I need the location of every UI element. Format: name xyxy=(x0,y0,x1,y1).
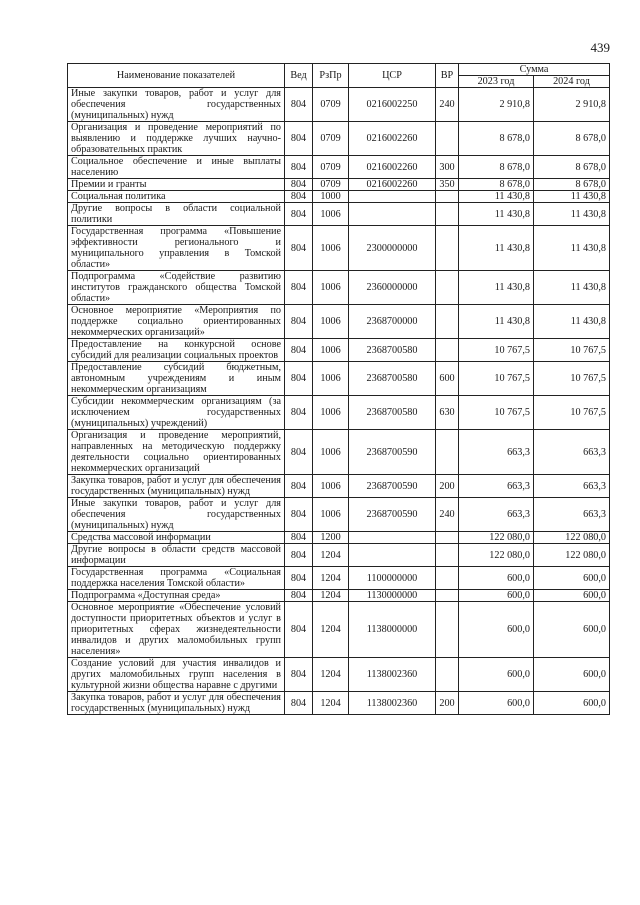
row-sum-2023: 8 678,0 xyxy=(459,156,534,179)
row-rzpr: 1204 xyxy=(313,590,349,602)
row-sum-2023: 600,0 xyxy=(459,602,534,658)
row-name: Закупка товаров, работ и услуг для обеспечения государственных (муниципальных) нужд xyxy=(68,475,285,498)
header-ved: Вед xyxy=(285,64,313,88)
table-row xyxy=(68,226,610,271)
row-csr: 1138000000 xyxy=(349,602,436,658)
row-sum-2024: 11 430,8 xyxy=(534,203,610,226)
row-vr: 350 xyxy=(436,179,459,191)
row-sum-2023: 10 767,5 xyxy=(459,339,534,362)
row-sum-2023: 600,0 xyxy=(459,590,534,602)
row-sum-2024: 11 430,8 xyxy=(534,271,610,305)
row-vr xyxy=(436,271,459,305)
row-vr xyxy=(436,590,459,602)
row-vr: 600 xyxy=(436,362,459,396)
row-ved: 804 xyxy=(285,602,313,658)
row-csr: 1138002360 xyxy=(349,658,436,692)
row-rzpr: 0709 xyxy=(313,156,349,179)
row-sum-2024: 10 767,5 xyxy=(534,396,610,430)
row-sum-2024: 8 678,0 xyxy=(534,122,610,156)
row-ved: 804 xyxy=(285,692,313,715)
row-sum-2023: 11 430,8 xyxy=(459,203,534,226)
table-row xyxy=(68,396,610,430)
row-ved: 804 xyxy=(285,179,313,191)
row-rzpr: 0709 xyxy=(313,179,349,191)
header-2023: 2023 год xyxy=(459,76,534,88)
row-ved: 804 xyxy=(285,544,313,567)
table-row xyxy=(68,658,610,692)
row-ved: 804 xyxy=(285,88,313,122)
row-rzpr: 1200 xyxy=(313,532,349,544)
table-row xyxy=(68,339,610,362)
row-rzpr: 1204 xyxy=(313,692,349,715)
row-sum-2024: 11 430,8 xyxy=(534,191,610,203)
row-csr: 0216002250 xyxy=(349,88,436,122)
row-sum-2023: 8 678,0 xyxy=(459,122,534,156)
row-vr xyxy=(436,339,459,362)
table-row xyxy=(68,602,610,658)
row-csr: 2360000000 xyxy=(349,271,436,305)
table-row xyxy=(68,362,610,396)
row-csr xyxy=(349,203,436,226)
header-rzpr: РзПр xyxy=(313,64,349,88)
table-row xyxy=(68,692,610,715)
row-sum-2023: 11 430,8 xyxy=(459,226,534,271)
row-vr xyxy=(436,122,459,156)
row-sum-2023: 663,3 xyxy=(459,430,534,475)
table-row xyxy=(68,88,610,122)
header-vr: ВР xyxy=(436,64,459,88)
table-row xyxy=(68,179,610,191)
row-csr: 1130000000 xyxy=(349,590,436,602)
row-sum-2023: 11 430,8 xyxy=(459,305,534,339)
row-vr xyxy=(436,532,459,544)
row-name: Социальное обеспечение и иные выплаты населению xyxy=(68,156,285,179)
row-sum-2024: 122 080,0 xyxy=(534,544,610,567)
row-rzpr: 1006 xyxy=(313,226,349,271)
header-name: Наименование показателей xyxy=(68,64,285,88)
row-name: Закупка товаров, работ и услуг для обеспечения государственных (муниципальных) нужд xyxy=(68,692,285,715)
row-name: Основное мероприятие «Обеспечение условий доступности приоритетных объектов и услуг в приоритетных сферах жизнедеятельности инвалидов и других маломобильных групп населения» xyxy=(68,602,285,658)
table-row xyxy=(68,430,610,475)
row-sum-2023: 122 080,0 xyxy=(459,532,534,544)
row-csr: 2368700580 xyxy=(349,396,436,430)
row-sum-2024: 122 080,0 xyxy=(534,532,610,544)
row-ved: 804 xyxy=(285,532,313,544)
row-ved: 804 xyxy=(285,475,313,498)
row-name: Создание условий для участия инвалидов и других маломобильных групп населения в культурной жизни общества наравне с другими xyxy=(68,658,285,692)
row-sum-2024: 600,0 xyxy=(534,692,610,715)
row-vr xyxy=(436,567,459,590)
row-sum-2023: 10 767,5 xyxy=(459,396,534,430)
row-csr: 2368700580 xyxy=(349,362,436,396)
row-sum-2023: 663,3 xyxy=(459,498,534,532)
table-row xyxy=(68,475,610,498)
row-csr xyxy=(349,191,436,203)
row-sum-2024: 600,0 xyxy=(534,602,610,658)
row-ved: 804 xyxy=(285,590,313,602)
row-ved: 804 xyxy=(285,567,313,590)
row-ved: 804 xyxy=(285,658,313,692)
row-ved: 804 xyxy=(285,203,313,226)
row-csr xyxy=(349,532,436,544)
row-sum-2024: 600,0 xyxy=(534,658,610,692)
row-sum-2024: 600,0 xyxy=(534,567,610,590)
row-vr xyxy=(436,226,459,271)
row-csr: 1100000000 xyxy=(349,567,436,590)
row-sum-2024: 11 430,8 xyxy=(534,226,610,271)
table-row xyxy=(68,498,610,532)
table-header xyxy=(68,64,610,88)
row-sum-2023: 11 430,8 xyxy=(459,271,534,305)
row-sum-2024: 11 430,8 xyxy=(534,305,610,339)
row-ved: 804 xyxy=(285,305,313,339)
row-sum-2023: 2 910,8 xyxy=(459,88,534,122)
row-ved: 804 xyxy=(285,396,313,430)
table-row xyxy=(68,590,610,602)
row-rzpr: 1006 xyxy=(313,339,349,362)
row-csr: 2368700580 xyxy=(349,339,436,362)
row-csr: 2368700590 xyxy=(349,475,436,498)
table-row xyxy=(68,305,610,339)
row-csr: 2368700000 xyxy=(349,305,436,339)
row-vr xyxy=(436,305,459,339)
row-rzpr: 1006 xyxy=(313,475,349,498)
table-row xyxy=(68,271,610,305)
table-row xyxy=(68,203,610,226)
row-name: Премии и гранты xyxy=(68,179,285,191)
row-name: Подпрограмма «Доступная среда» xyxy=(68,590,285,602)
row-sum-2024: 600,0 xyxy=(534,590,610,602)
row-sum-2024: 663,3 xyxy=(534,430,610,475)
row-sum-2024: 10 767,5 xyxy=(534,362,610,396)
row-vr xyxy=(436,203,459,226)
row-name: Средства массовой информации xyxy=(68,532,285,544)
row-rzpr: 1006 xyxy=(313,362,349,396)
row-sum-2023: 10 767,5 xyxy=(459,362,534,396)
row-ved: 804 xyxy=(285,156,313,179)
row-ved: 804 xyxy=(285,271,313,305)
row-ved: 804 xyxy=(285,498,313,532)
row-rzpr: 1000 xyxy=(313,191,349,203)
header-2024: 2024 год xyxy=(534,76,610,88)
row-ved: 804 xyxy=(285,226,313,271)
row-vr: 240 xyxy=(436,498,459,532)
table-row xyxy=(68,567,610,590)
row-vr: 240 xyxy=(436,88,459,122)
table-row xyxy=(68,191,610,203)
row-sum-2024: 8 678,0 xyxy=(534,156,610,179)
row-ved: 804 xyxy=(285,430,313,475)
row-sum-2024: 663,3 xyxy=(534,498,610,532)
row-sum-2024: 8 678,0 xyxy=(534,179,610,191)
row-vr: 200 xyxy=(436,692,459,715)
row-csr: 0216002260 xyxy=(349,122,436,156)
row-sum-2024: 2 910,8 xyxy=(534,88,610,122)
row-sum-2023: 663,3 xyxy=(459,475,534,498)
row-name: Другие вопросы в области средств массовой информации xyxy=(68,544,285,567)
header-sum: Сумма xyxy=(459,64,610,76)
row-csr: 2300000000 xyxy=(349,226,436,271)
row-ved: 804 xyxy=(285,191,313,203)
row-name: Социальная политика xyxy=(68,191,285,203)
row-csr: 0216002260 xyxy=(349,179,436,191)
row-name: Государственная программа «Повышение эффективности регионального и муниципального управления в Томской области» xyxy=(68,226,285,271)
row-vr xyxy=(436,658,459,692)
row-csr: 2368700590 xyxy=(349,498,436,532)
row-name: Подпрограмма «Содействие развитию институтов гражданского общества Томской области» xyxy=(68,271,285,305)
row-csr xyxy=(349,544,436,567)
header-csr: ЦСР xyxy=(349,64,436,88)
row-vr xyxy=(436,602,459,658)
budget-table xyxy=(67,63,610,715)
row-rzpr: 1204 xyxy=(313,602,349,658)
row-vr: 200 xyxy=(436,475,459,498)
row-sum-2023: 600,0 xyxy=(459,692,534,715)
row-sum-2023: 600,0 xyxy=(459,567,534,590)
row-name: Предоставление на конкурсной основе субсидий для реализации социальных проектов xyxy=(68,339,285,362)
row-name: Организация и проведение мероприятий по выявлению и поддержке лучших научно-образовательных практик xyxy=(68,122,285,156)
row-rzpr: 1006 xyxy=(313,203,349,226)
row-sum-2024: 10 767,5 xyxy=(534,339,610,362)
row-name: Другие вопросы в области социальной политики xyxy=(68,203,285,226)
row-vr xyxy=(436,191,459,203)
row-vr: 300 xyxy=(436,156,459,179)
table-row xyxy=(68,532,610,544)
row-vr: 630 xyxy=(436,396,459,430)
row-ved: 804 xyxy=(285,122,313,156)
row-name: Государственная программа «Социальная поддержка населения Томской области» xyxy=(68,567,285,590)
row-vr xyxy=(436,544,459,567)
row-rzpr: 0709 xyxy=(313,122,349,156)
row-name: Субсидии некоммерческим организациям (за исключением государственных (муниципальных) учреждений) xyxy=(68,396,285,430)
row-rzpr: 1006 xyxy=(313,498,349,532)
row-ved: 804 xyxy=(285,362,313,396)
row-rzpr: 1006 xyxy=(313,430,349,475)
row-rzpr: 1204 xyxy=(313,544,349,567)
table-body xyxy=(68,88,610,715)
row-rzpr: 1204 xyxy=(313,567,349,590)
table-row xyxy=(68,156,610,179)
row-sum-2023: 600,0 xyxy=(459,658,534,692)
row-name: Иные закупки товаров, работ и услуг для обеспечения государственных (муниципальных) нужд xyxy=(68,498,285,532)
row-name: Иные закупки товаров, работ и услуг для обеспечения государственных (муниципальных) нужд xyxy=(68,88,285,122)
row-sum-2024: 663,3 xyxy=(534,475,610,498)
page-number: 439 xyxy=(590,40,610,55)
row-sum-2023: 8 678,0 xyxy=(459,179,534,191)
row-csr: 0216002260 xyxy=(349,156,436,179)
row-rzpr: 1006 xyxy=(313,305,349,339)
row-sum-2023: 11 430,8 xyxy=(459,191,534,203)
row-rzpr: 1006 xyxy=(313,271,349,305)
row-name: Основное мероприятие «Мероприятия по поддержке социально ориентированных некоммерческих организаций» xyxy=(68,305,285,339)
row-name: Организация и проведение мероприятий, направленных на методическую поддержку деятельности социально ориентированных некоммерческих организаций xyxy=(68,430,285,475)
row-vr xyxy=(436,430,459,475)
row-csr: 2368700590 xyxy=(349,430,436,475)
row-rzpr: 1204 xyxy=(313,658,349,692)
table-row xyxy=(68,122,610,156)
row-csr: 1138002360 xyxy=(349,692,436,715)
row-rzpr: 1006 xyxy=(313,396,349,430)
row-sum-2023: 122 080,0 xyxy=(459,544,534,567)
row-name: Предоставление субсидий бюджетным, автономным учреждениям и иным некоммерческим организациям xyxy=(68,362,285,396)
row-rzpr: 0709 xyxy=(313,88,349,122)
table-row xyxy=(68,544,610,567)
row-ved: 804 xyxy=(285,339,313,362)
